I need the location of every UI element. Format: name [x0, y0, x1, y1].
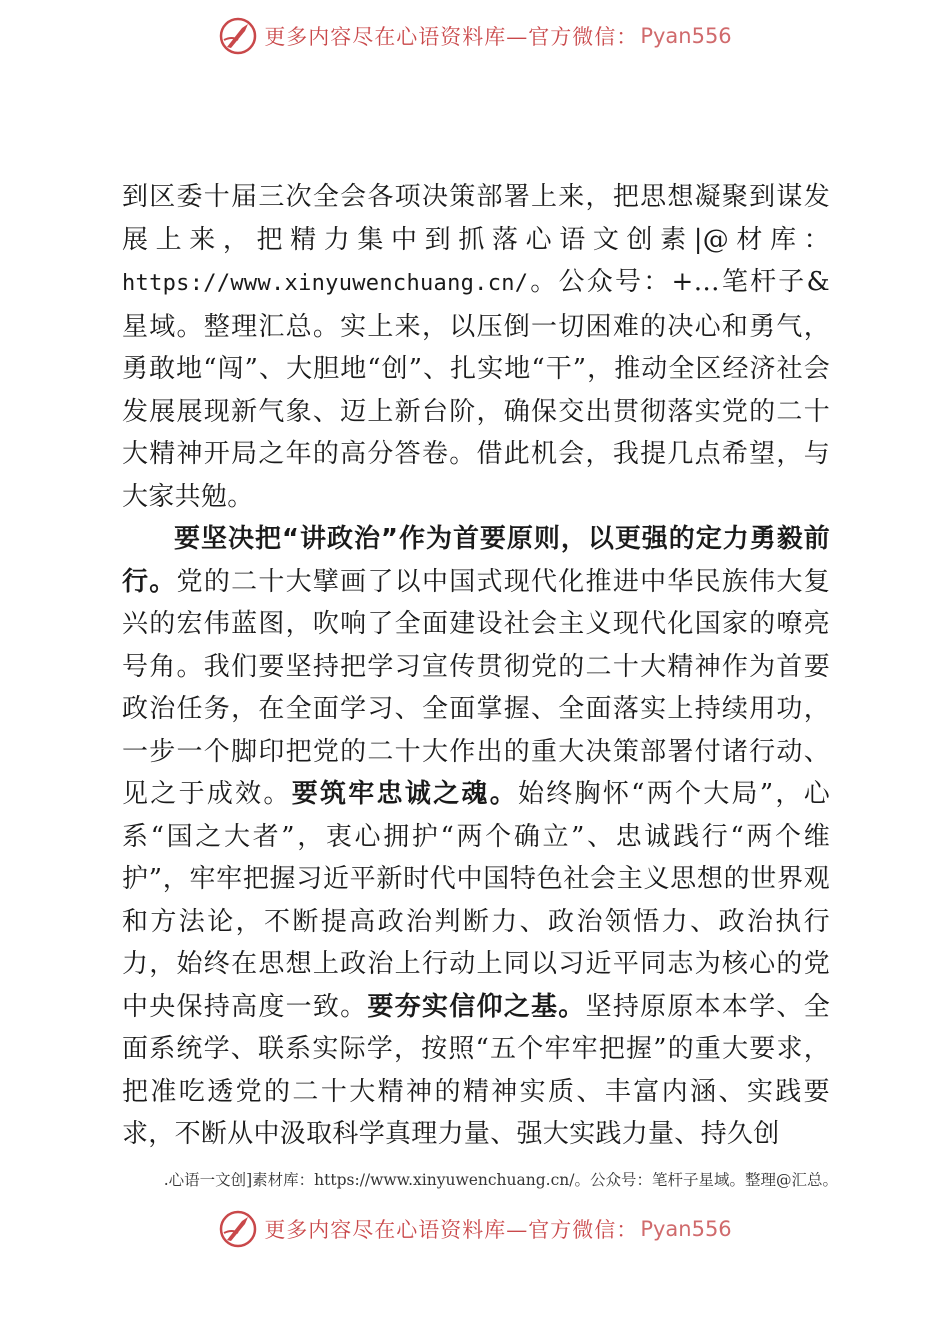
document-body	[122, 176, 830, 1156]
banner-text: 更多内容尽在心语资料库—官方微信：	[264, 25, 639, 49]
subheading-loyalty: 要筑牢忠诚之魂。	[291, 779, 518, 809]
subheading-faith: 要夯实信仰之基。	[367, 991, 586, 1022]
paragraph-1: 到区委十届三次全会各项决策部署上来，把思想凝聚到谋发展上来，把精力集中到抓落心语文创素|@材库：https://www.xinyuwenchuang.cn/。公众号：+…笔杆子&星域。整理汇总。实上来，以压倒一切困难的决心和勇气，勇敢地“闯”、大胆地“创”、扎实地“干”，推动全区经济社会发展展现新气象、迈上新台阶，确保交出贯彻落实党的二十大精神开局之年的高分答卷。借此机会，我提几点希望，与大家共勉。	[122, 182, 830, 512]
wechat-id: Pyan556	[640, 1217, 732, 1241]
header-banner	[0, 14, 950, 58]
banner-text: 更多内容尽在心语资料库—官方微信：	[264, 1218, 639, 1242]
wechat-id: Pyan556	[640, 24, 732, 48]
pen-logo-icon	[218, 16, 258, 56]
footer-banner	[0, 1207, 950, 1251]
paragraph-2: 要坚决把“讲政治”作为首要原则，以更强的定力勇毅前行。党的二十大擘画了以中国式现代化推进中华民族伟大复兴的宏伟蓝图，吹响了全面建设社会主义现代化国家的嘹亮号角。我们要坚持把学习宣传贯彻党的二十大精神作为首要政治任务，在全面学习、全面掌握、全面落实上持续用功，一步一个脚印把党的二十大作出的重大决策部署付诸行动、见之于成效。要筑牢忠诚之魂。始终胸怀“两个大局”，心系“国之大者”，衷心拥护“两个确立”、忠诚践行“两个维护”，牢牢把握习近平新时代中国特色社会主义思想的世界观和方法论，不断提高政治判断力、政治领悟力、政治执行力，始终在思想上政治上行动上同以习近平同志为核心的党中央保持高度一致。要夯实信仰之基。坚持原原本本学、全面系统学、联系实际学，按照“五个牢牢把握”的重大要求，把准吃透党的二十大精神的精神实质、丰富内涵、实践要求，不断从中汲取科学真理力量、强大实践力量、持久创	[122, 524, 831, 1149]
footer-note: .心语一文创]素材库：https://www.xinyuwenchuang.cn/。公众号：笔杆子星域。整理@汇总。	[163, 1171, 838, 1189]
pen-logo-icon	[218, 1209, 258, 1249]
body-url: https://www.xinyuwenchuang.cn/	[122, 271, 529, 296]
section-heading: 要坚决把“讲政治”作为首要原则，以更强的定力勇毅前行。	[122, 524, 830, 597]
